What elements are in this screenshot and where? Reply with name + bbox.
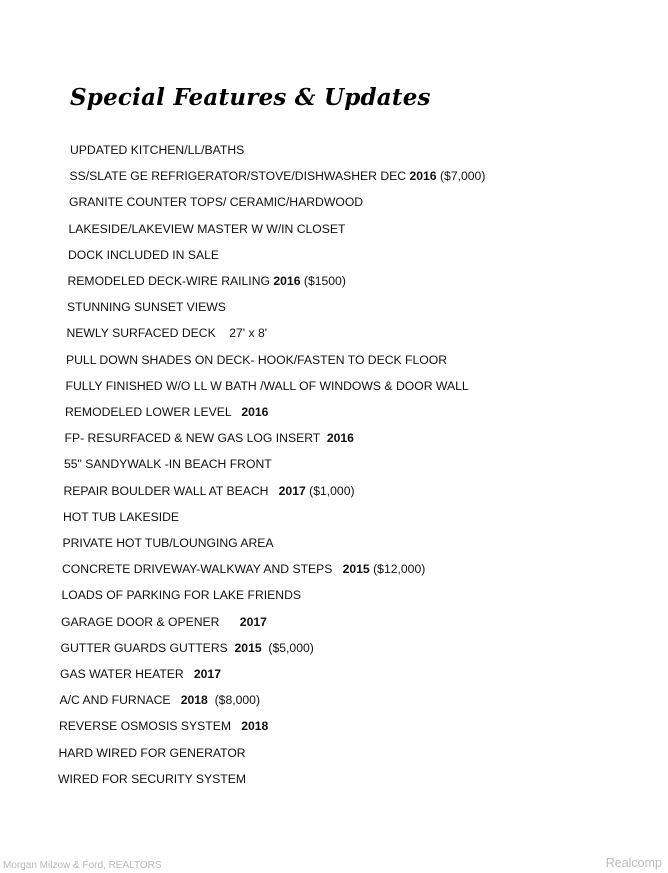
feature-text: REMODELED LOWER LEVEL (65, 405, 242, 419)
feature-item (66, 379, 469, 393)
feature-year: 2017 (193, 667, 221, 681)
feature-text: HARD WIRED FOR GENERATOR (58, 745, 246, 760)
watermark-text: Realcomp (605, 856, 662, 870)
feature-year: 2016 (273, 274, 301, 288)
feature-text: GAS WATER HEATER (60, 667, 194, 681)
feature-text: GUTTER GUARDS GUTTERS (60, 640, 235, 655)
feature-item (58, 772, 246, 786)
feature-item (70, 169, 486, 183)
document-title: Special Features & Updates (70, 84, 431, 111)
feature-item (59, 719, 268, 733)
feature-cost: ($7,000) (436, 169, 486, 184)
feature-cost: ($12,000) (369, 562, 426, 577)
feature-item (59, 746, 246, 760)
feature-text: PULL DOWN SHADES ON DECK- HOOK/FASTEN TO DECK FLOOR (66, 352, 448, 367)
feature-text: 55" SANDYWALK -IN BEACH FRONT (64, 457, 272, 472)
feature-item (60, 693, 261, 707)
feature-year: 2018 (241, 719, 269, 734)
feature-cost: ($1500) (300, 274, 346, 288)
feature-item (67, 300, 226, 314)
feature-year: 2016 (241, 405, 269, 419)
feature-item (68, 274, 346, 288)
feature-year: 2015 (234, 640, 262, 655)
feature-text: REPAIR BOULDER WALL AT BEACH (63, 483, 279, 498)
feature-year: 2017 (239, 614, 267, 629)
feature-item (60, 667, 221, 681)
feature-year: 2017 (278, 483, 306, 498)
feature-year: 2016 (409, 169, 437, 184)
feature-text: GRANITE COUNTER TOPS/ CERAMIC/HARDWOOD (69, 195, 364, 210)
feature-item (65, 431, 354, 445)
feature-text: LAKESIDE/LAKEVIEW MASTER W W/IN CLOSET (68, 221, 346, 236)
feature-text: GARAGE DOOR & OPENER (61, 614, 240, 629)
feature-text: REMODELED DECK-WIRE RAILING (67, 274, 274, 288)
feature-cost: ($5,000) (261, 640, 314, 655)
feature-year: 2018 (180, 693, 208, 708)
feature-item (63, 510, 179, 524)
feature-cost: ($1,000) (305, 483, 355, 498)
feature-item (61, 641, 314, 655)
feature-text: NEWLY SURFACED DECK 27' x 8' (66, 326, 268, 341)
broker-credit: Morgan Milzow & Ford, REALTORS (3, 860, 162, 871)
feature-text: FULLY FINISHED W/O LL W BATH /WALL OF WINDOWS & DOOR WALL (65, 378, 469, 393)
feature-text: SS/SLATE GE REFRIGERATOR/STOVE/DISHWASHER DEC (69, 169, 410, 184)
feature-text: STUNNING SUNSET VIEWS (67, 300, 226, 315)
feature-item (67, 326, 268, 340)
feature-text: PRIVATE HOT TUB/LOUNGING AREA (62, 536, 274, 550)
feature-item (64, 484, 355, 498)
feature-cost: ($8,000) (207, 693, 261, 708)
feature-year: 2016 (326, 431, 354, 446)
feature-item (62, 588, 302, 602)
feature-year: 2015 (342, 562, 370, 577)
feature-text: WIRED FOR SECURITY SYSTEM (58, 771, 247, 786)
feature-item (61, 615, 267, 629)
feature-text: DOCK INCLUDED IN SALE (68, 247, 220, 262)
feature-item (66, 353, 447, 367)
feature-item (68, 248, 219, 262)
feature-item (69, 195, 363, 209)
feature-text: FP- RESURFACED & NEW GAS LOG INSERT (64, 431, 327, 446)
feature-text: REVERSE OSMOSIS SYSTEM (59, 719, 242, 734)
feature-item (70, 143, 244, 157)
feature-item (62, 562, 425, 576)
feature-item (69, 222, 346, 236)
feature-text: CONCRETE DRIVEWAY-WALKWAY AND STEPS (62, 562, 343, 577)
feature-item (65, 405, 268, 419)
feature-text: UPDATED KITCHEN/LL/BATHS (70, 143, 245, 157)
feature-item (63, 536, 274, 550)
feature-text: LOADS OF PARKING FOR LAKE FRIENDS (61, 588, 302, 603)
feature-item (64, 457, 272, 471)
feature-text: HOT TUB LAKESIDE (63, 509, 180, 524)
feature-text: A/C AND FURNACE (59, 693, 181, 708)
